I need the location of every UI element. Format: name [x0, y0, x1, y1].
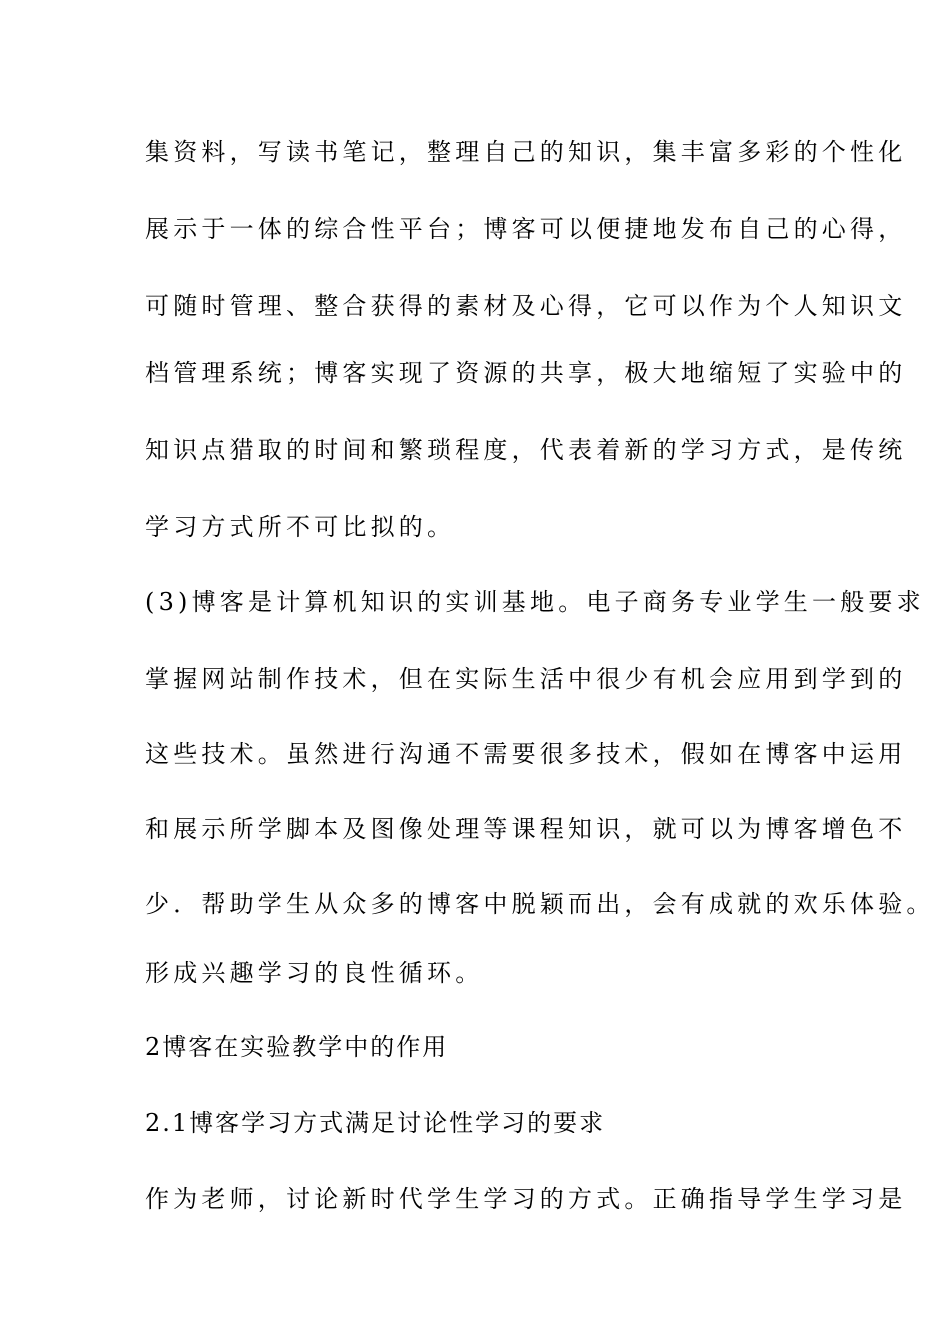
body-text-line: 展示于一体的综合性平台；博客可以便捷地发布自己的心得， [145, 215, 907, 243]
subsection-heading: 2.1博客学习方式满足讨论性学习的要求 [145, 1109, 606, 1137]
body-text-line: 少．帮助学生从众多的博客中脱颖而出，会有成就的欢乐体验。 [145, 890, 935, 918]
body-text-line: 和展示所学脚本及图像处理等课程知识，就可以为博客增色不 [145, 815, 907, 843]
body-text-line: 这些技术。虽然进行沟通不需要很多技术，假如在博客中运用 [145, 740, 907, 768]
body-text-line: 可随时管理、整合获得的素材及心得，它可以作为个人知识文 [145, 292, 907, 320]
body-text-line: (3)博客是计算机知识的实训基地。电子商务专业学生一般要求 [145, 588, 925, 616]
body-text-line: 形成兴趣学习的良性循环。 [145, 959, 484, 987]
body-text-line: 学习方式所不可比拟的。 [145, 513, 456, 541]
body-text-line: 档管理系统；博客实现了资源的共享，极大地缩短了实验中的 [145, 359, 907, 387]
body-text-line: 作为老师，讨论新时代学生学习的方式。正确指导学生学习是 [145, 1185, 907, 1213]
body-text-line: 集资料，写读书笔记，整理自己的知识，集丰富多彩的个性化 [145, 138, 907, 166]
section-heading: 2博客在实验教学中的作用 [145, 1033, 449, 1061]
body-text-line: 掌握网站制作技术，但在实际生活中很少有机会应用到学到的 [145, 665, 907, 693]
body-text-line: 知识点猎取的时间和繁琐程度，代表着新的学习方式，是传统 [145, 436, 907, 464]
